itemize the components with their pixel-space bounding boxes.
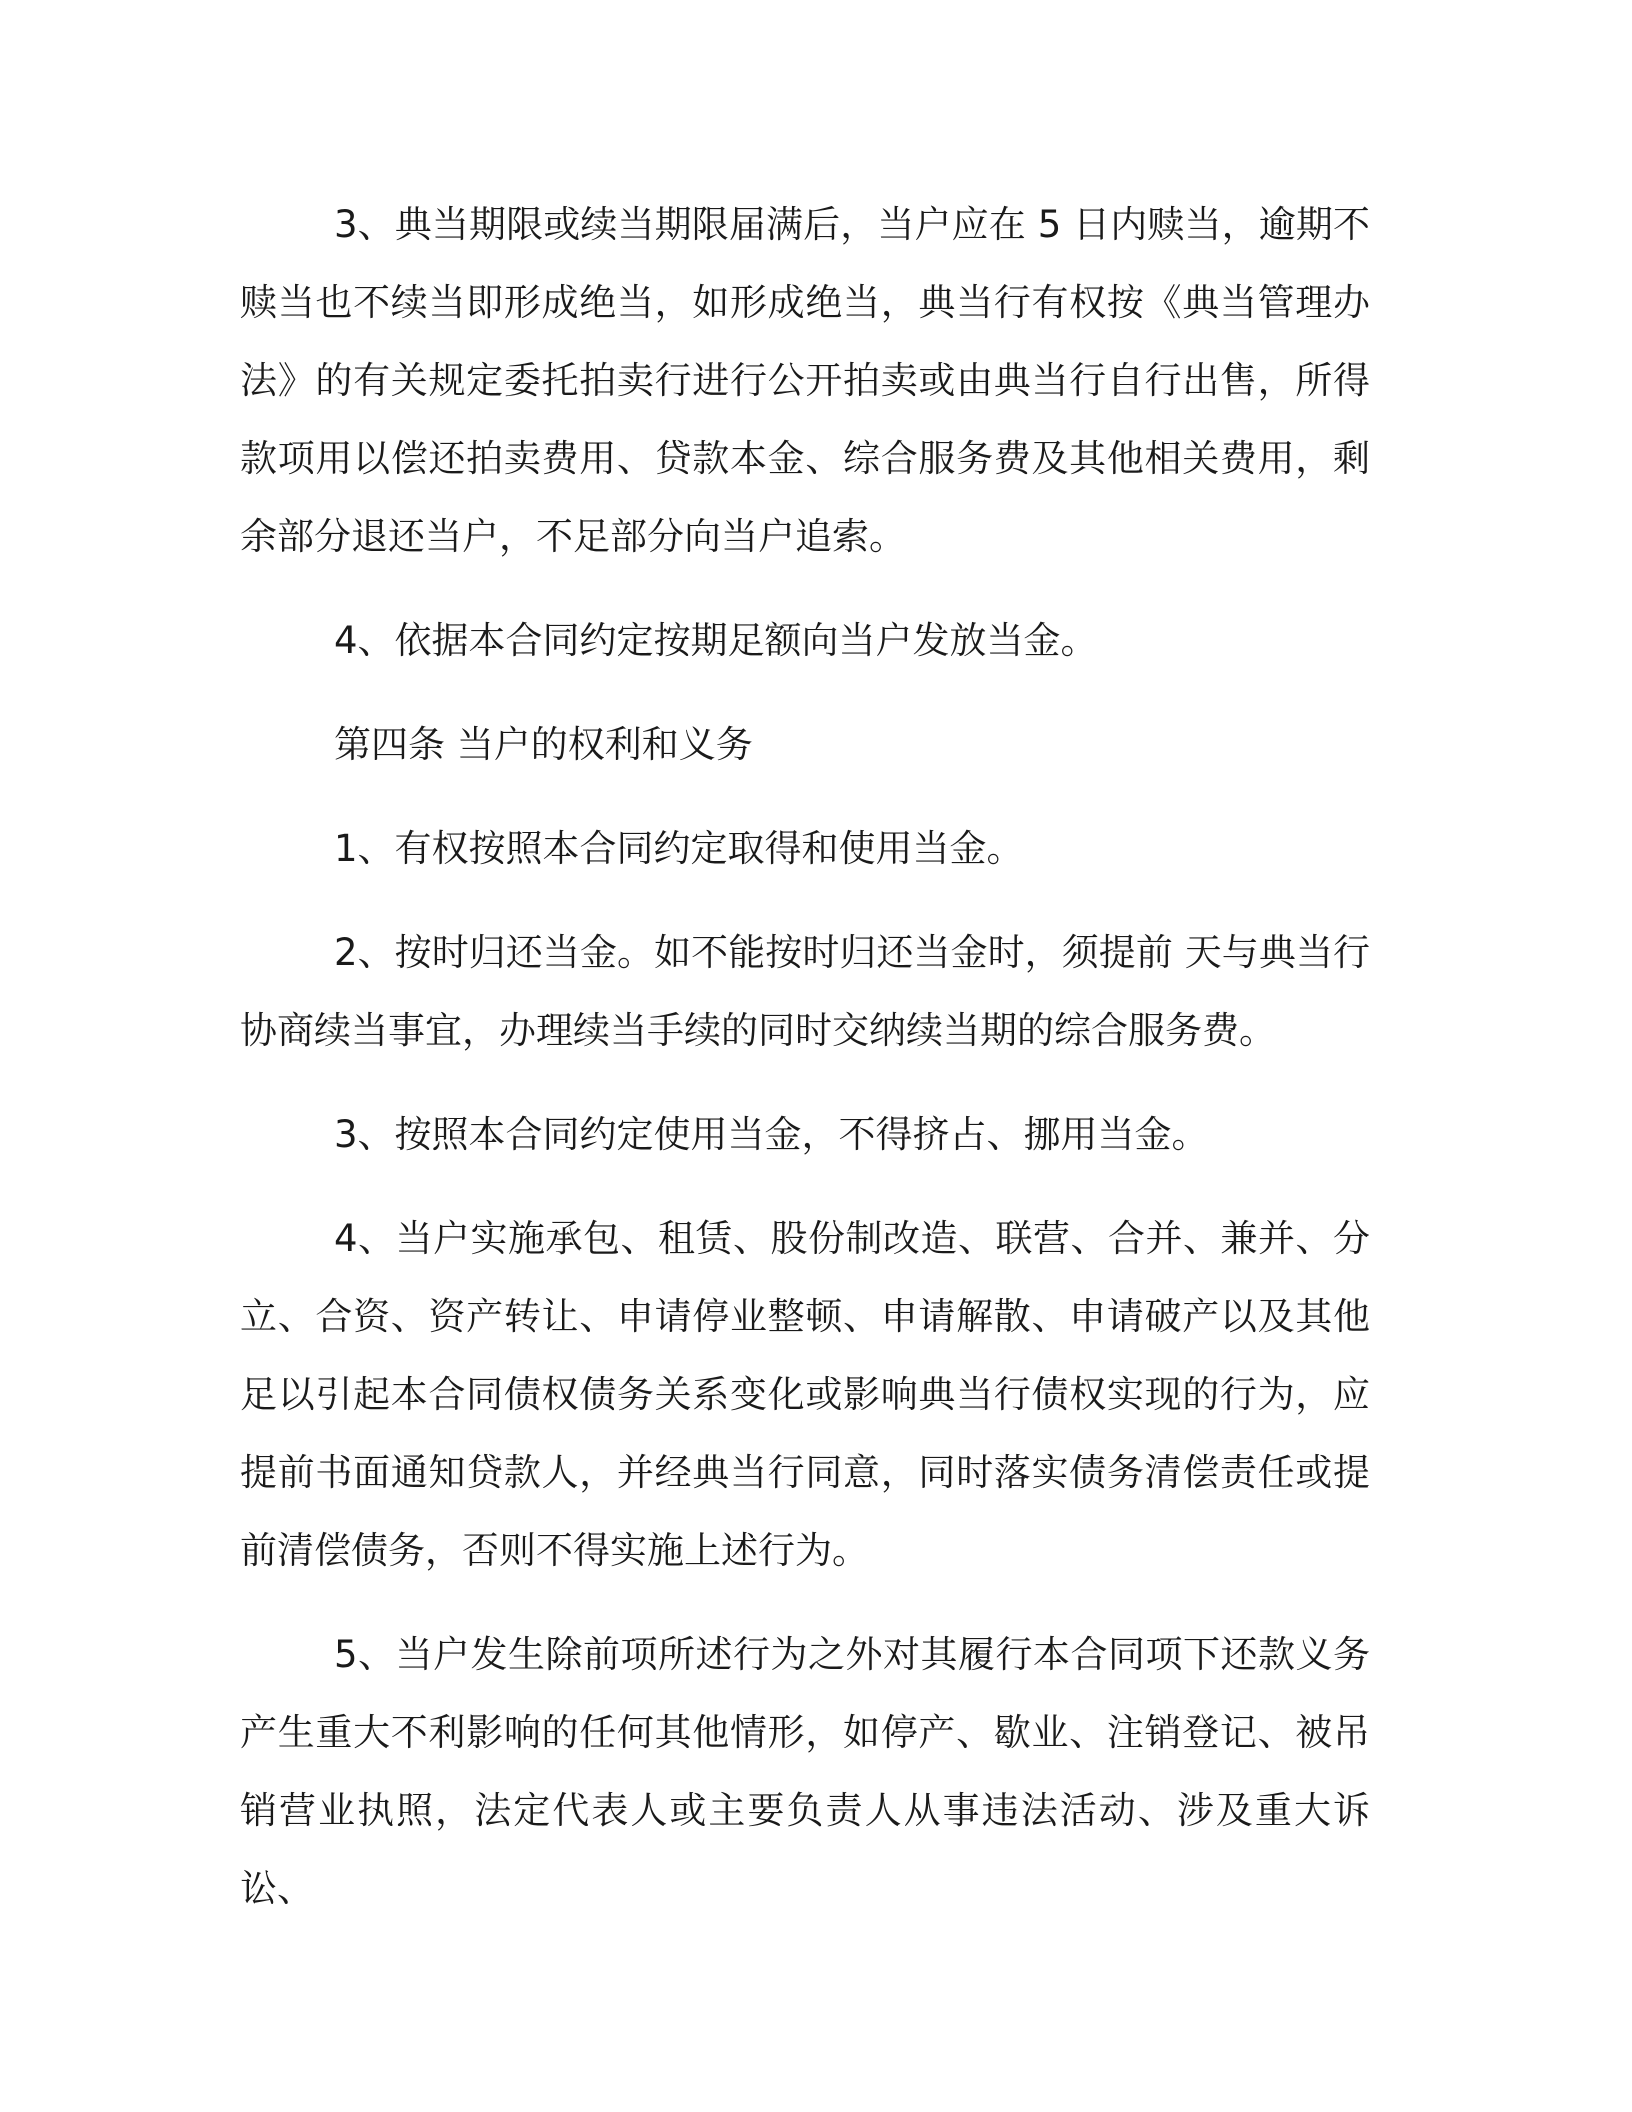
paragraph-4-issue-loan: 4、依据本合同约定按期足额向当户发放当金。 [334,619,1098,662]
paragraph-5-adverse-events: 5、当户发生除前项所述行为之外对其履行本合同项下还款义务产生重大不利影响的任何其他情形，如停产、歇业、注销登记、被吊销营业执照，法定代表人或主要负责人从事违法活动、涉及重大诉讼、 [240,1633,1370,1910]
paragraph-4-restructuring: 4、当户实施承包、租赁、股份制改造、联营、合并、兼并、分立、合资、资产转让、申请停业整顿、申请解散、申请破产以及其他足以引起本合同债权债务关系变化或影响典当行债权实现的行为，应提前书面通知贷款人，并经典当行同意，同时落实债务清偿责任或提前清偿债务，否则不得实施上述行为。 [240,1217,1370,1572]
paragraph-3-no-misuse: 3、按照本合同约定使用当金，不得挤占、挪用当金。 [334,1113,1209,1156]
paragraph-2-repay-on-time: 2、按时归还当金。如不能按时归还当金时，须提前 天与典当行协商续当事宜，办理续当手续的同时交纳续当期的综合服务费。 [240,931,1370,1052]
paragraph-3-absolute-pawn: 3、典当期限或续当期限届满后，当户应在 5 日内赎当，逾期不赎当也不续当即形成绝当，如形成绝当，典当行有权按《典当管理办法》的有关规定委托拍卖行进行公开拍卖或由典当行自行出售，所得款项用以偿还拍卖费用、贷款本金、综合服务费及其他相关费用，剩余部分退还当户，不足部分向当户追索。 [240,203,1370,558]
document-body [240,186,1370,1954]
paragraph-1-use-loan: 1、有权按照本合同约定取得和使用当金。 [334,827,1024,870]
section-heading-article-4: 第四条 当户的权利和义务 [334,723,753,766]
